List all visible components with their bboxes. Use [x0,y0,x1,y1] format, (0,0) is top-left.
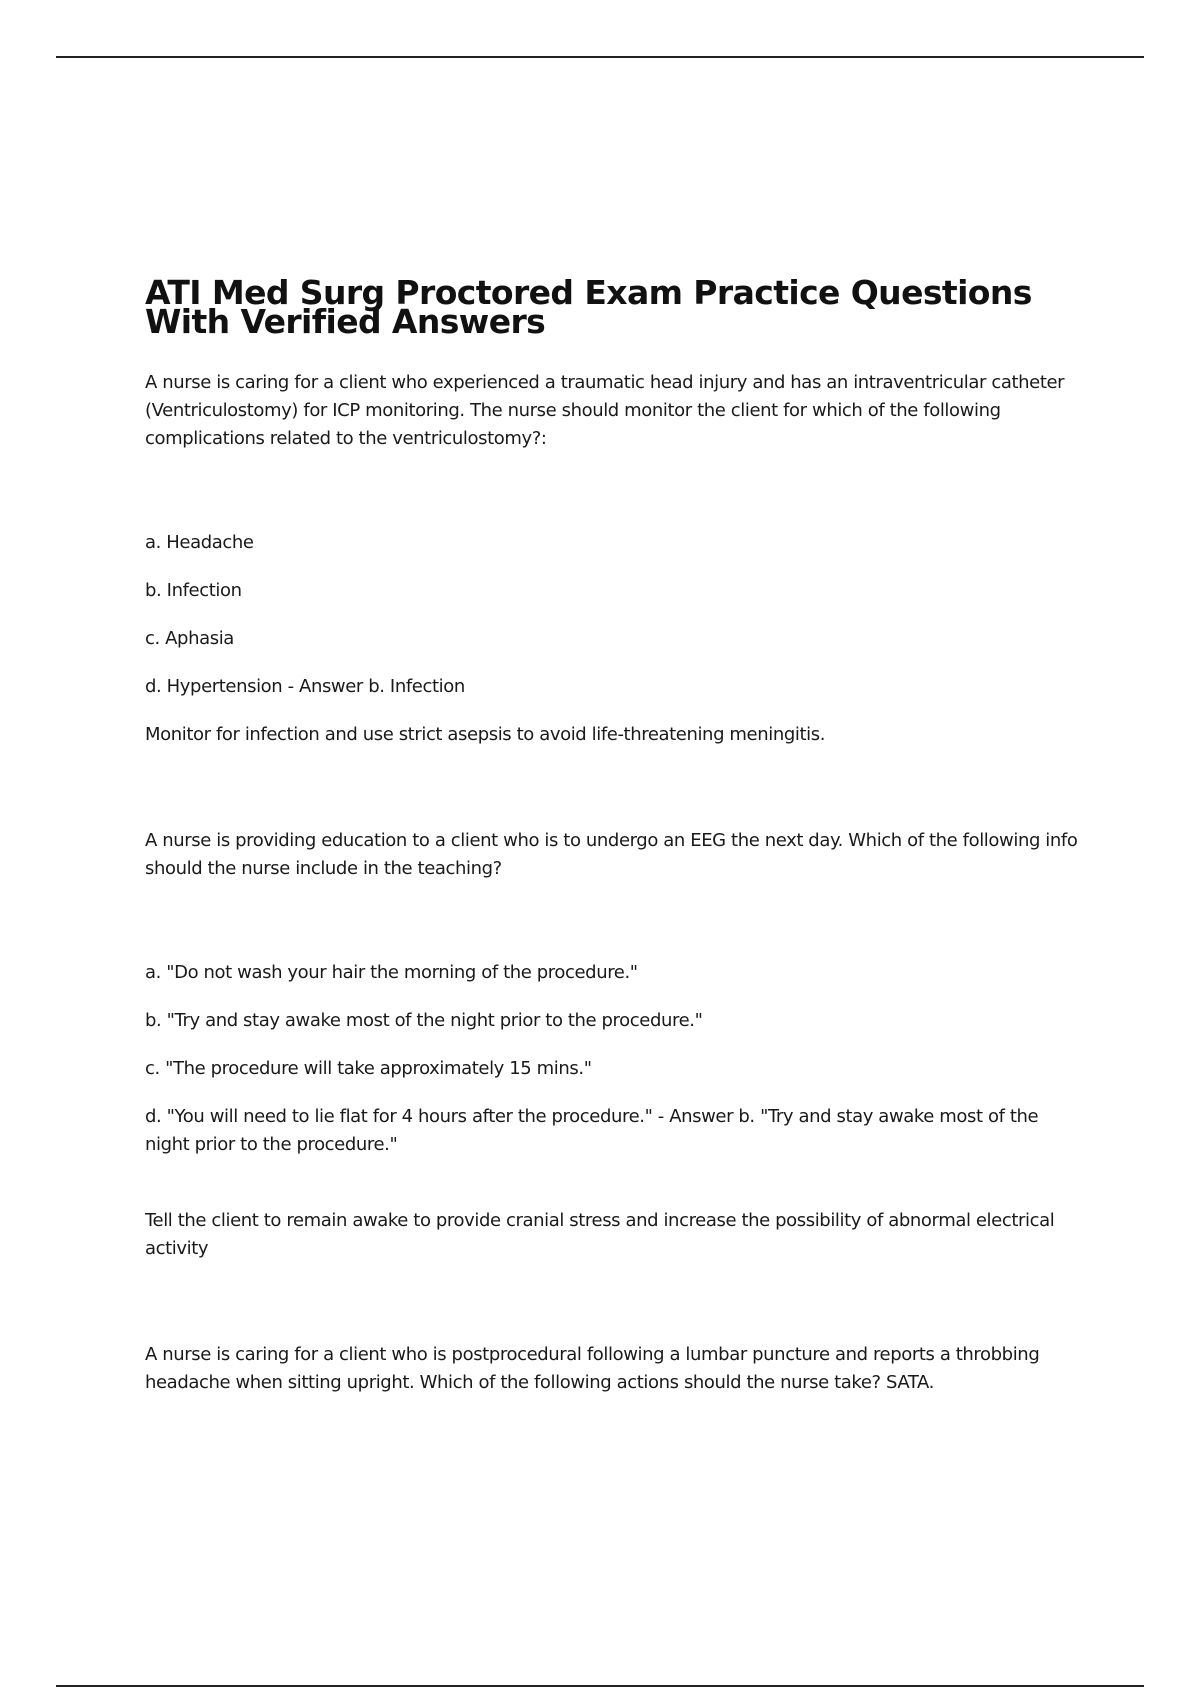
footer-rule [56,1685,1144,1687]
question-1-option-d-answer: d. Hypertension - Answer b. Infection [145,676,465,697]
question-1-option-a: a. Headache [145,532,254,553]
question-1-option-b: b. Infection [145,580,242,601]
question-2-stem: A nurse is providing education to a client who is to undergo an EEG the next day. Which of the following info should the nurse include in the teaching? [145,830,1078,879]
question-2-option-c: c. "The procedure will take approximately 15 mins." [145,1058,592,1079]
document-body [145,273,1085,1473]
document-title: ATI Med Surg Proctored Exam Practice Questions With Verified Answers [145,273,1032,341]
question-2-option-b: b. "Try and stay awake most of the night prior to the procedure." [145,1010,703,1031]
question-1-option-c: c. Aphasia [145,628,234,649]
question-2-rationale: Tell the client to remain awake to provide cranial stress and increase the possibility of abnormal electrical activity [145,1210,1055,1259]
question-1-rationale: Monitor for infection and use strict asepsis to avoid life-threatening meningitis. [145,724,826,745]
header-rule [56,56,1144,58]
question-3-stem: A nurse is caring for a client who is postprocedural following a lumbar puncture and reports a throbbing headache when sitting upright. Which of the following actions should the nurse take? SATA. [145,1344,1040,1393]
question-2-option-d-answer: d. "You will need to lie flat for 4 hours after the procedure." - Answer b. "Try and stay awake most of the night prior to the procedure." [145,1106,1039,1155]
question-2-option-a: a. "Do not wash your hair the morning of the procedure." [145,962,638,983]
question-1-stem: A nurse is caring for a client who experienced a traumatic head injury and has an intraventricular catheter (Ventriculostomy) for ICP monitoring. The nurse should monitor the client for which of the following complications related to the ventriculostomy?: [145,372,1065,449]
